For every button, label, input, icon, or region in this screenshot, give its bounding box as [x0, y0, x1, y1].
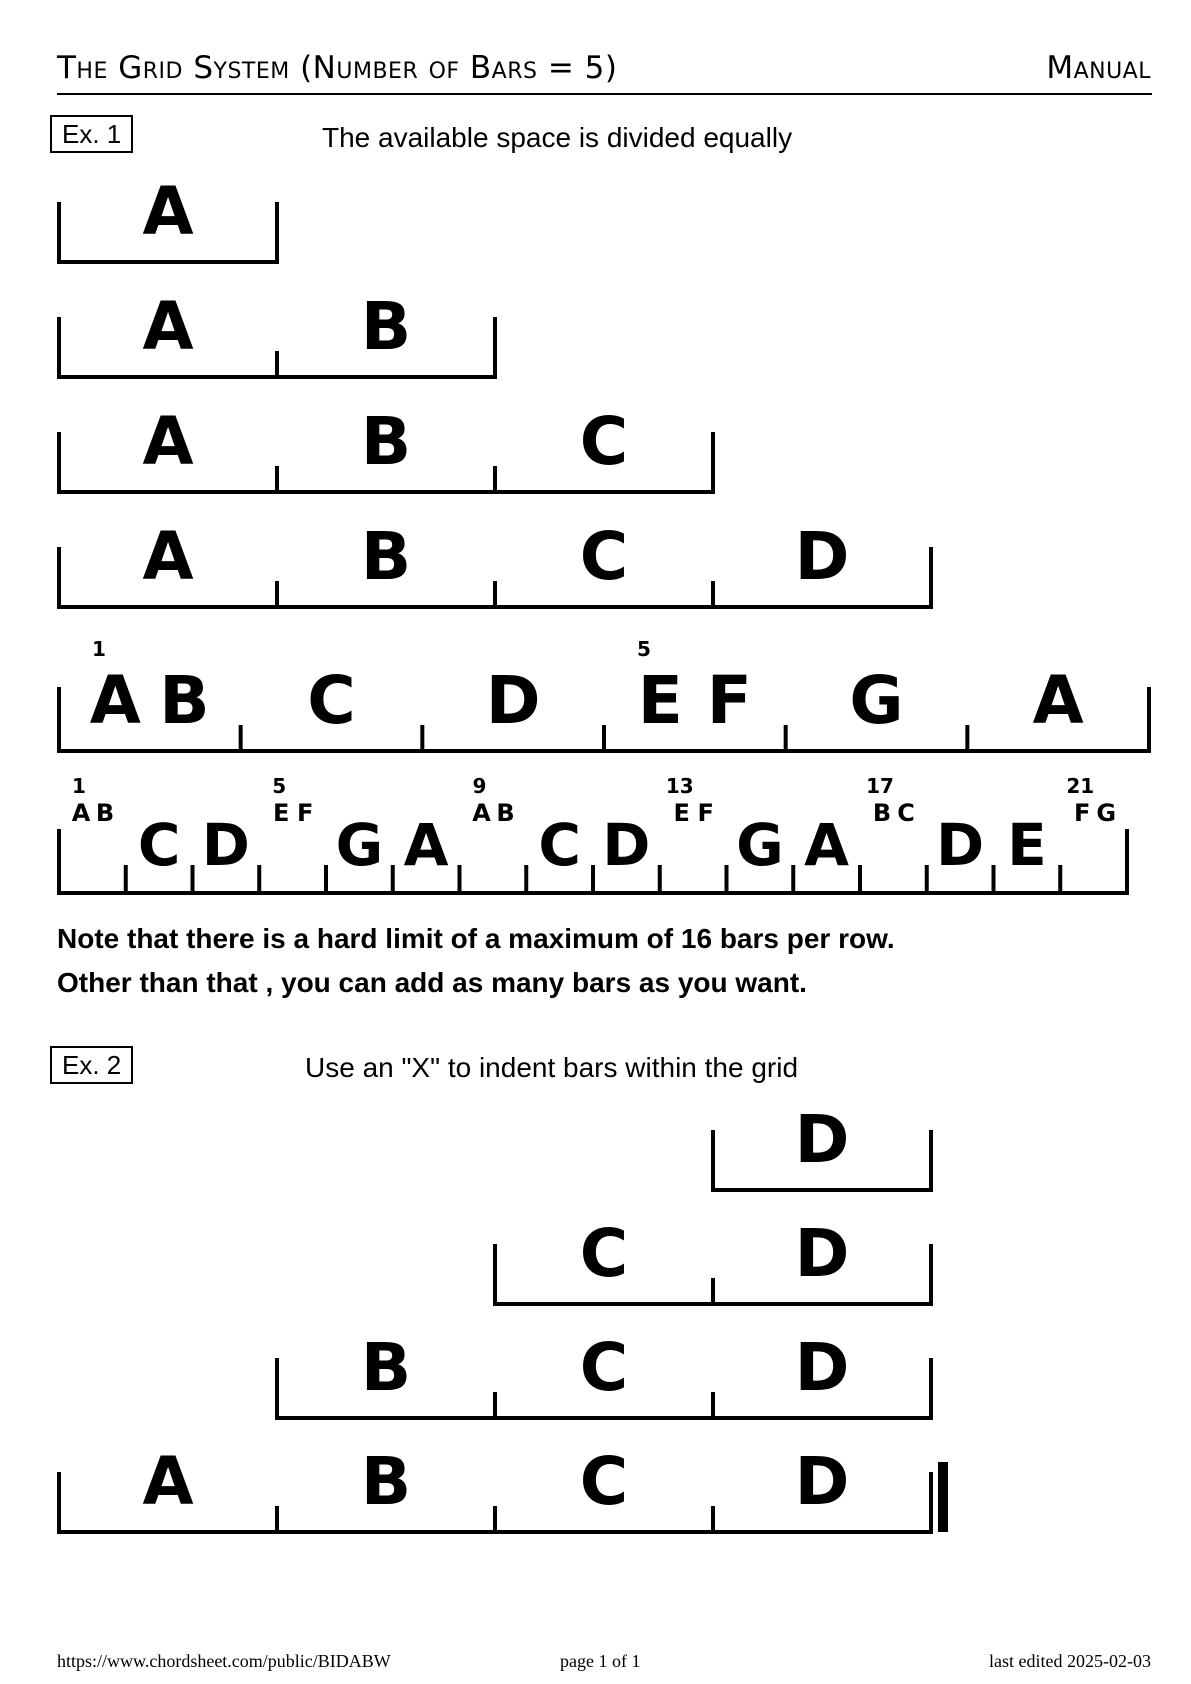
measure-number: 21	[1066, 774, 1095, 798]
measure-number: 17	[866, 774, 894, 798]
chord-label: E	[673, 799, 690, 827]
chord-label: D	[936, 811, 985, 879]
chord-label: C	[579, 518, 629, 595]
chord-label: G	[849, 662, 904, 739]
chord-label: A	[89, 662, 141, 739]
mode-label: Manual	[1046, 50, 1151, 86]
chord-label: G	[1096, 799, 1117, 827]
chord-label: C	[579, 1443, 629, 1520]
chord-label: C	[897, 799, 915, 827]
chord-label: A	[472, 799, 491, 827]
chord-label: D	[794, 1215, 850, 1292]
chord-label: G	[736, 811, 784, 879]
note-line-2: Other than that , you can add as many bars as you want.	[57, 967, 807, 998]
chord-label: A	[804, 811, 850, 879]
chord-label: C	[137, 811, 181, 879]
chord-label: A	[142, 403, 194, 480]
example-2-label: Ex. 2	[50, 1046, 133, 1084]
chord-label: C	[307, 662, 356, 739]
chord-label: D	[201, 811, 250, 879]
chord-label: E	[273, 799, 290, 827]
chord-label: A	[142, 173, 194, 250]
measure-number: 1	[92, 637, 106, 661]
chord-label: C	[579, 1329, 629, 1406]
note-line-1: Note that there is a hard limit of a maximum of 16 bars per row.	[57, 923, 895, 954]
chord-label: F	[697, 799, 714, 827]
chord-label: F	[1074, 799, 1091, 827]
example-2-caption: Use an "X" to indent bars within the grid	[305, 1052, 799, 1083]
chord-label: B	[872, 799, 892, 827]
measure-number: 9	[472, 774, 487, 798]
footer-page: page 1 of 1	[560, 1651, 641, 1671]
page-title: The Grid System (Number of Bars = 5)	[57, 50, 618, 86]
chord-label: B	[360, 403, 412, 480]
chord-label: G	[335, 811, 384, 879]
chord-label: D	[794, 518, 850, 595]
chord-label: D	[794, 1329, 850, 1406]
chord-label: C	[538, 811, 581, 879]
chord-label: B	[360, 1329, 412, 1406]
chord-label: C	[579, 403, 629, 480]
chord-label: B	[360, 1443, 412, 1520]
chord-label: B	[360, 518, 412, 595]
chord-label: F	[297, 799, 314, 827]
chord-label: A	[71, 799, 91, 827]
chord-label: A	[403, 811, 449, 879]
chord-label: B	[496, 799, 515, 827]
chord-label: D	[794, 1101, 850, 1178]
chord-label: D	[485, 662, 541, 739]
chord-label: A	[142, 1443, 194, 1520]
chord-label: B	[159, 662, 210, 739]
measure-number: 1	[72, 774, 86, 798]
chord-label: B	[95, 799, 115, 827]
chord-label: A	[142, 518, 194, 595]
chord-label: D	[602, 811, 651, 879]
measure-number: 5	[637, 637, 651, 661]
measure-number: 13	[665, 774, 694, 798]
chord-label: F	[706, 662, 752, 739]
chord-label: E	[637, 662, 683, 739]
chord-label: A	[142, 288, 194, 365]
example-1-label: Ex. 1	[50, 115, 133, 153]
example-1-caption: The available space is divided equally	[322, 122, 793, 153]
measure-number: 5	[272, 774, 287, 798]
footer-url: https://www.chordsheet.com/public/BIDABW	[57, 1651, 391, 1671]
chord-label: A	[1032, 662, 1084, 739]
footer-edited: last edited 2025-02-03	[989, 1651, 1151, 1671]
chord-label: C	[579, 1215, 629, 1292]
chord-label: D	[794, 1443, 850, 1520]
chord-label: E	[1007, 811, 1047, 879]
chord-label: B	[360, 288, 412, 365]
